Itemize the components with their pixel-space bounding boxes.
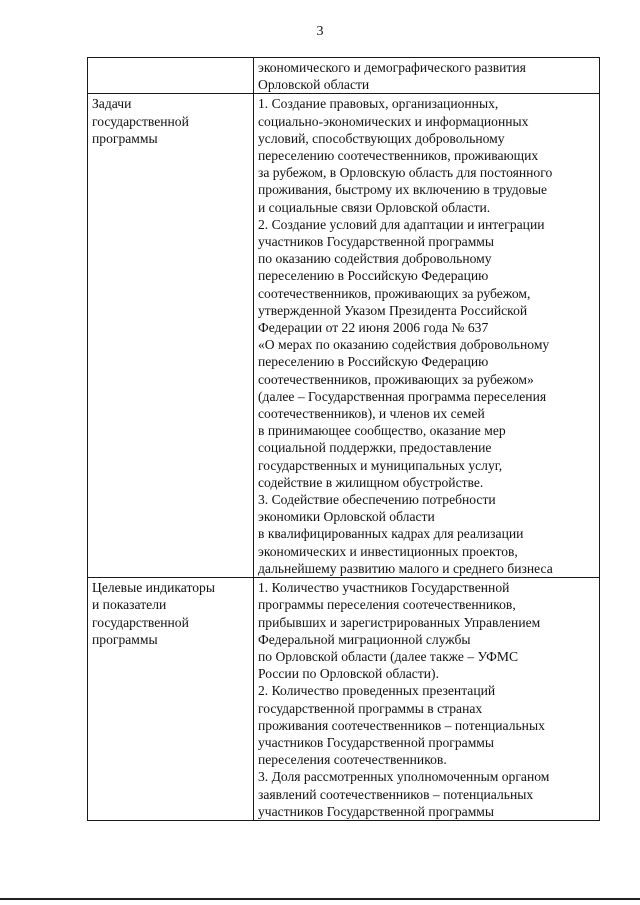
- row-content-line: в принимающее сообщество, оказание мер: [258, 423, 506, 439]
- row-content-line: программы переселения соотечественников,: [258, 597, 516, 613]
- row-content-line: по Орловской области (далее также – УФМС: [258, 648, 519, 664]
- row-content-line: государственной программы в странах: [258, 700, 483, 716]
- row-label-cell: [88, 58, 254, 94]
- row-label-line: программы: [92, 631, 158, 647]
- row-content-line: участников Государственной программы: [258, 734, 495, 750]
- row-content-line: переселения соотечественников.: [258, 752, 447, 768]
- row-content-cell: [254, 578, 600, 821]
- row-label-line: Задачи: [92, 96, 132, 112]
- table-body: [88, 58, 600, 821]
- row-content-line: Федерации от 22 июня 2006 года № 637: [258, 320, 489, 336]
- row-content-cell: [254, 58, 600, 94]
- row-content-line: дальнейшему развитию малого и среднего бизнеса: [258, 560, 553, 576]
- row-label-cell: [88, 578, 254, 821]
- row-content-line: в квалифицированных кадрах для реализации: [258, 526, 524, 542]
- row-content-line: (далее – Государственная программа переселения: [258, 388, 547, 404]
- table-row: [88, 578, 600, 821]
- table-row: [88, 58, 600, 94]
- row-content-line: 3. Содействие обеспечению потребности: [258, 492, 496, 508]
- row-content-line: участников Государственной программы: [258, 234, 495, 250]
- row-content-line: 2. Создание условий для адаптации и интеграции: [258, 216, 545, 232]
- program-passport-table: [87, 57, 600, 821]
- row-content-line: экономики Орловской области: [258, 509, 435, 525]
- row-content-line: социально-экономических и информационных: [258, 113, 529, 129]
- row-content-line: 2. Количество проведенных презентаций: [258, 683, 496, 699]
- row-content-line: и социальные связи Орловской области.: [258, 199, 491, 215]
- row-content-line: 1. Количество участников Государственной: [258, 580, 510, 596]
- row-content-line: экономических и инвестиционных проектов,: [258, 543, 518, 559]
- row-content-line: соотечественников, проживающих за рубежом,: [258, 285, 531, 301]
- row-content-line: проживания, быстрому их включению в трудовые: [258, 182, 548, 198]
- row-content-line: «О мерах по оказанию содействия добровольному: [258, 337, 550, 353]
- row-content-cell: [254, 94, 600, 578]
- row-label-line: государственной: [92, 113, 189, 129]
- row-content-line: соотечественников), и членов их семей: [258, 406, 485, 422]
- row-content-line: переселению соотечественников, проживающих: [258, 148, 539, 164]
- row-content-line: соотечественников, проживающих за рубежом»: [258, 371, 534, 387]
- bottom-scan-edge: [0, 898, 640, 900]
- row-content-line: прибывших и зарегистрированных Управлением: [258, 614, 541, 630]
- row-content-line: условий, способствующих добровольному: [258, 130, 505, 146]
- row-content-line: по оказанию содействия добровольному: [258, 251, 492, 267]
- row-content-line: 1. Создание правовых, организационных,: [258, 96, 499, 112]
- row-label-line: и показатели: [92, 597, 167, 613]
- row-content-line: утвержденной Указом Президента Российской: [258, 302, 528, 318]
- row-content-line: экономического и демографического развития: [258, 60, 526, 75]
- row-content-line: Федеральной миграционной службы: [258, 631, 471, 647]
- table-row: [88, 94, 600, 578]
- row-label-line: программы: [92, 130, 158, 146]
- row-content-line: 3. Доля рассмотренных уполномоченным органом: [258, 769, 550, 785]
- row-content-line: заявлений соотечественников – потенциальных: [258, 786, 534, 802]
- row-content-line: переселению в Российскую Федерацию: [258, 268, 489, 284]
- row-content-line: России по Орловской области).: [258, 666, 439, 682]
- row-label-cell: [88, 94, 254, 578]
- row-content-line: Орловской области: [258, 77, 370, 93]
- row-label-line: Целевые индикаторы: [92, 580, 215, 596]
- page-number: 3: [316, 24, 324, 39]
- row-content-line: переселению в Российскую Федерацию: [258, 354, 489, 370]
- row-content-line: государственных и муниципальных услуг,: [258, 457, 503, 473]
- row-content-line: за рубежом, в Орловскую область для постоянного: [258, 165, 553, 181]
- row-label-line: государственной: [92, 614, 189, 630]
- row-content-line: участников Государственной программы: [258, 803, 495, 819]
- row-content-line: содействие в жилищном обустройстве.: [258, 474, 484, 490]
- row-content-line: проживания соотечественников – потенциальных: [258, 717, 545, 733]
- row-content-line: социальной поддержки, предоставление: [258, 440, 492, 456]
